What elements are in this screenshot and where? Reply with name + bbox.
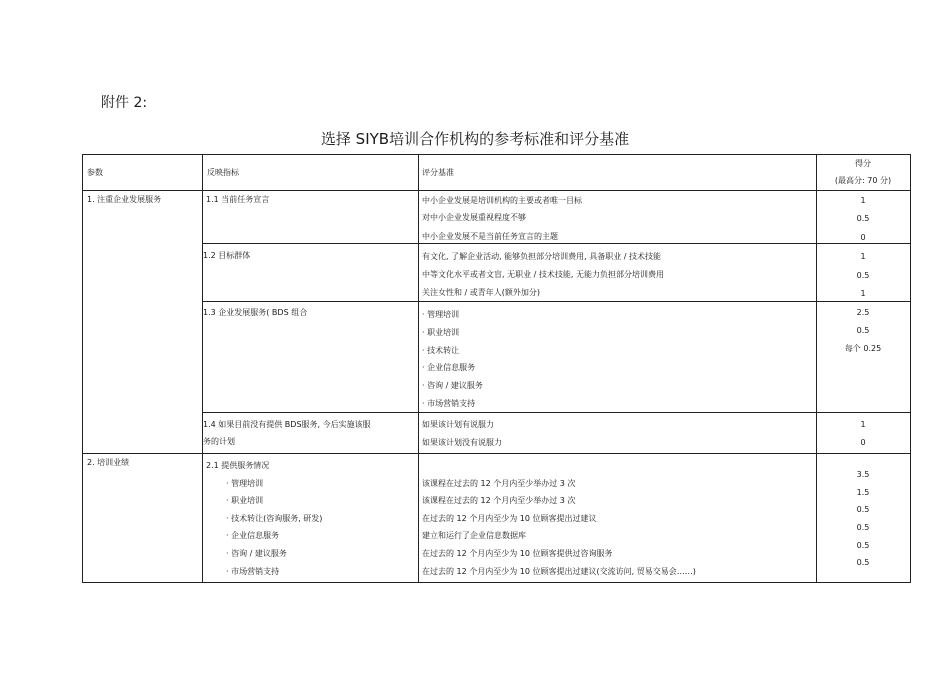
criteria-bullet: · 技术转让 [422,346,460,355]
criteria-bullet: · 职业培训 [422,328,460,337]
row-divider [83,190,910,191]
indicator-1-1: 1.1 当前任务宣言 [206,195,270,204]
indicator-1-4: 1.4 如果目前没有提供 BDS服务, 今后实施该服 [203,420,371,429]
column-divider [418,155,419,582]
row-divider [83,453,910,454]
criteria-bullet: · 市场营销支持 [422,399,476,408]
score-value: 0.5 [856,271,870,280]
criteria-bullet: · 管理培训 [422,310,460,319]
criteria-line: 中小企业发展是培训机构的主要或者唯一目标 [422,196,582,205]
score-value: 1 [860,420,866,429]
header-indicator: 反映指标 [207,168,239,177]
score-value: 0.5 [856,541,870,550]
indicator-1-2: 1.2 目标群体 [203,251,251,260]
score-value: 0 [860,438,866,447]
score-value: 0.5 [856,523,870,532]
param-section-1: 1. 注重企业发展服务 [87,195,162,204]
score-value: 每个 0.25 [844,344,882,353]
criteria-line: 在过去的 12 个月内至少为 10 位顾客提出过建议 [422,514,597,523]
header-param: 参数 [87,168,103,177]
score-value: 0 [860,233,866,242]
score-value: 0.5 [856,214,870,223]
criteria-line: 如果该计划有说服力 [422,420,494,429]
criteria-line: 关注女性和 / 或青年人(额外加分) [422,288,541,297]
row-divider [202,412,910,413]
score-value: 1 [860,252,866,261]
indicator-1-3: 1.3 企业发展服务( BDS 组合 [203,308,308,317]
column-divider [816,155,817,582]
indicator-bullet: · 企业信息服务 [226,531,280,540]
score-value: 1 [860,196,866,205]
indicator-bullet: · 管理培训 [226,479,264,488]
criteria-line: 中等文化水平或者文盲, 无职业 / 技术技能, 无能力负担部分培训费用 [422,270,664,279]
header-score-max: (最高分: 70 分) [834,176,892,185]
score-value: 1 [860,289,866,298]
criteria-line: 中小企业发展不是当前任务宣言的主题 [422,232,558,241]
attachment-label: 附件 2: [101,95,148,111]
header-criteria: 评分基准 [422,168,454,177]
score-value: 1.5 [856,488,870,497]
score-value: 0.5 [856,505,870,514]
row-divider [202,301,910,302]
criteria-bullet: · 企业信息服务 [422,363,476,372]
document-title: 选择 SIYB培训合作机构的参考标准和评分基准 [320,130,630,148]
score-value: 2.5 [856,308,870,317]
criteria-line: 在过去的 12 个月内至少为 10 位顾客提出过建议(交流访问, 贸易交易会……) [422,567,696,576]
indicator-2-1: 2.1 提供服务情况 [206,461,270,470]
criteria-line: 在过去的 12 个月内至少为 10 位顾客提供过咨询服务 [422,549,613,558]
score-value: 3.5 [856,470,870,479]
criteria-line: 建立和运行了企业信息数据库 [422,531,526,540]
row-divider [202,243,910,244]
criteria-line: 该课程在过去的 12 个月内至少举办过 3 次 [422,496,576,505]
criteria-table [82,154,911,583]
header-score: 得分 [855,159,871,168]
criteria-line: 对中小企业发展重视程度不够 [422,213,526,222]
score-value: 0.5 [856,326,870,335]
indicator-bullet: · 市场营销支持 [226,567,280,576]
column-divider [202,155,203,582]
indicator-bullet: · 咨询 / 建议服务 [226,549,287,558]
criteria-line: 有文化, 了解企业活动, 能够负担部分培训费用, 具备职业 / 技术技能 [422,252,662,261]
indicator-1-4-cont: 务的计划 [203,437,235,446]
indicator-bullet: · 技术转让(咨询服务, 研发) [226,514,323,523]
indicator-bullet: · 职业培训 [226,496,264,505]
criteria-line: 该课程在过去的 12 个月内至少举办过 3 次 [422,479,576,488]
param-section-2: 2. 培训业绩 [87,458,130,467]
criteria-line: 如果该计划没有说服力 [422,438,502,447]
score-value: 0.5 [856,558,870,567]
criteria-bullet: · 咨询 / 建议服务 [422,381,483,390]
